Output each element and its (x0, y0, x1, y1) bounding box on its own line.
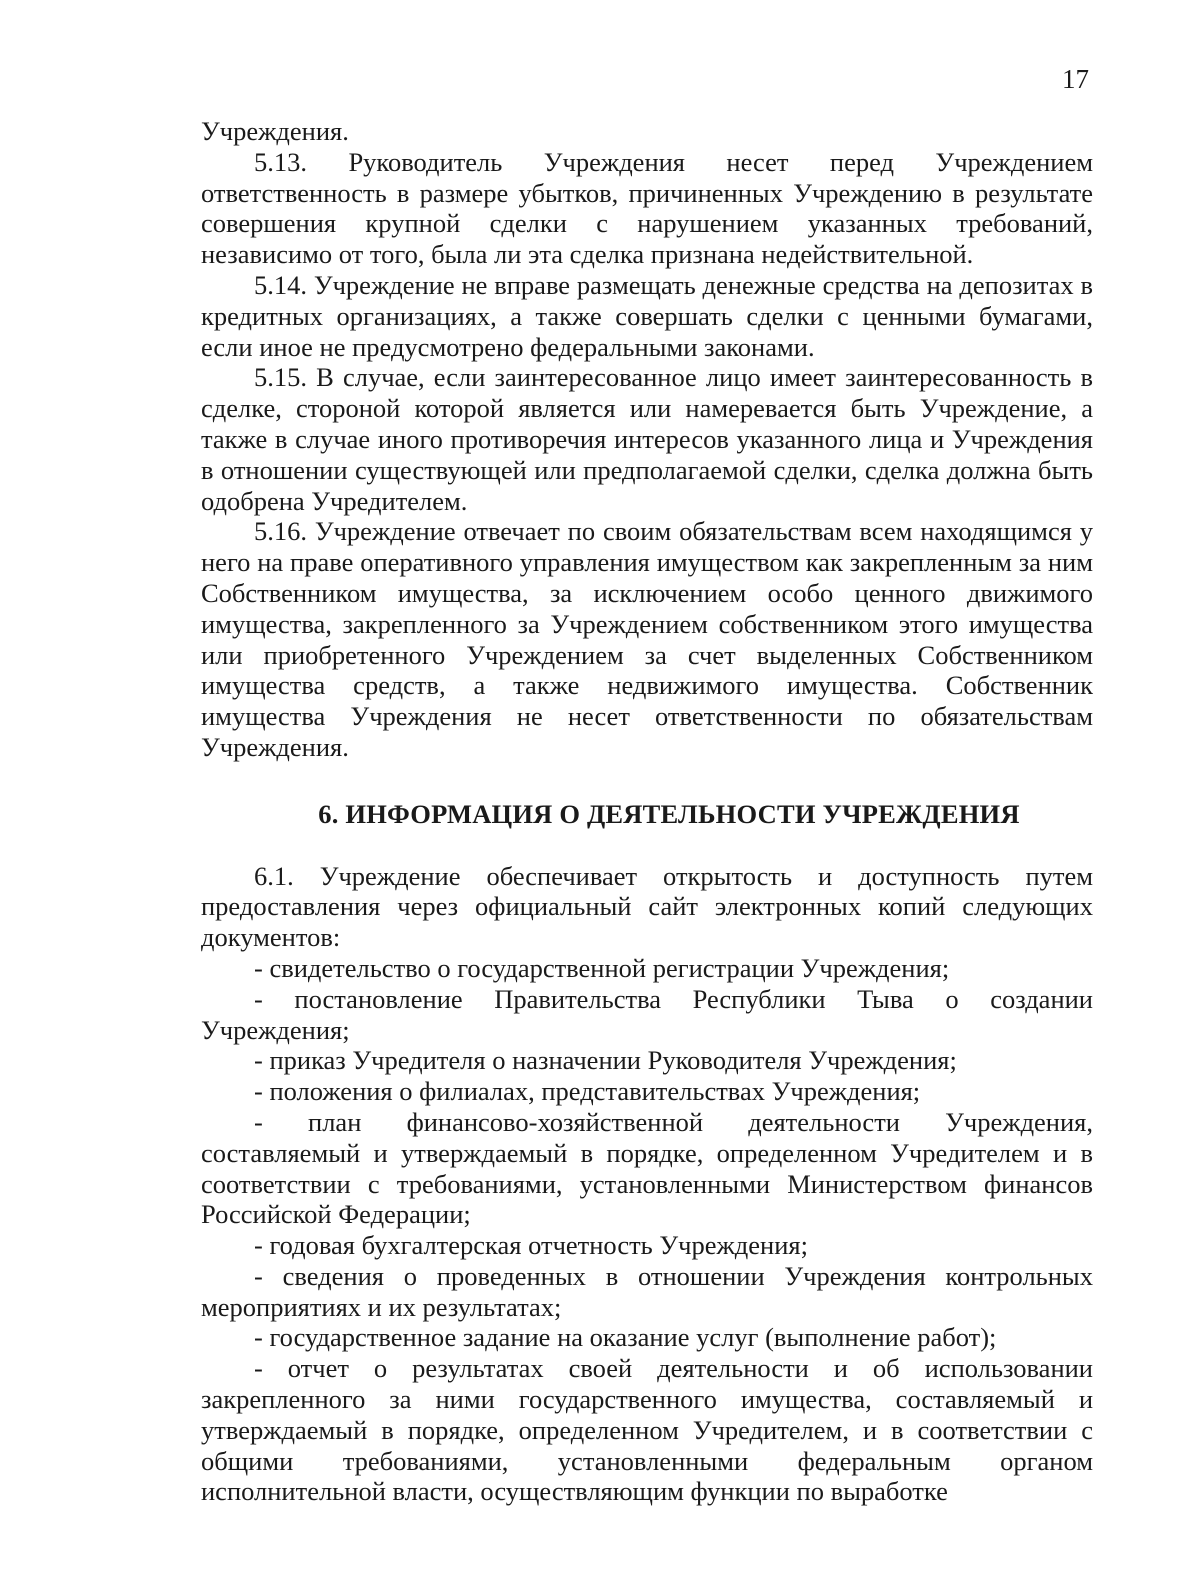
list-item: - отчет о результатах своей деятельности и об использовании закрепленного за ними государственного имущества, составляемый и утверждаемый в порядке, определенном Учредителем, и в соответствии с общими требованиями, установленными федеральным органом исполнительной власти, осуществляющим функции по выработке (201, 1353, 1093, 1507)
paragraph-5-15: 5.15. В случае, если заинтересованное лицо имеет заинтересованность в сделке, стороной которой является или намеревается быть Учреждение, а также в случае иного противоречия интересов указанного лица и Учреждения в отношении существующей или предполагаемой сделки, сделка должна быть одобрена Учредителем. (201, 362, 1093, 516)
list-item: - сведения о проведенных в отношении Учреждения контрольных мероприятиях и их результатах; (201, 1260, 1093, 1322)
paragraph-5-14: 5.14. Учреждение не вправе размещать денежные средства на депозитах в кредитных организациях, а также совершать сделки с ценными бумагами, если иное не предусмотрено федеральными законами. (201, 269, 1093, 362)
section-heading: 6. ИНФОРМАЦИЯ О ДЕЯТЕЛЬНОСТИ УЧРЕЖДЕНИЯ (318, 798, 1020, 829)
paragraph-5-16: 5.16. Учреждение отвечает по своим обязательствам всем находящимся у него на праве оперативного управления имуществом как закрепленным за ним Собственником имущества, за исключением особо ценного движимого имущества, закрепленного за Учреждением собственником этого имущества или приобретенного Учреждением за счет выделенных Собственником имущества средств, а также недвижимого имущества. Собственник имущества Учреждения не несет ответственности по обязательствам Учреждения. (201, 516, 1093, 762)
paragraph-5-13: 5.13. Руководитель Учреждения несет перед Учреждением ответственность в размере убытков, причиненных Учреждению в результате совершения крупной сделки с нарушением указанных требований, независимо от того, была ли эта сделка признана недействительной. (201, 146, 1093, 270)
list-item: - государственное задание на оказание услуг (выполнение работ); (254, 1322, 997, 1353)
page-number: 17 (1062, 64, 1089, 94)
list-item: - приказ Учредителя о назначении Руководителя Учреждения; (254, 1045, 957, 1076)
list-item: - положения о филиалах, представительствах Учреждения; (254, 1076, 921, 1107)
list-item: - план финансово-хозяйственной деятельности Учреждения, составляемый и утверждаемый в порядке, определенном Учредителем и в соответствии с требованиями, установленными Министерством финансов Российской Федерации; (201, 1106, 1093, 1230)
paragraph: Учреждения. (201, 116, 349, 146)
document-body (201, 116, 1093, 1507)
list-item: - постановление Правительства Республики Тыва о создании Учреждения; (201, 983, 1093, 1045)
list-item: - годовая бухгалтерская отчетность Учреждения; (254, 1230, 808, 1261)
list-item: - свидетельство о государственной регистрации Учреждения; (254, 952, 950, 983)
paragraph-6-1: 6.1. Учреждение обеспечивает открытость и доступность путем предоставления через официальный сайт электронных копий следующих документов: (201, 860, 1093, 953)
